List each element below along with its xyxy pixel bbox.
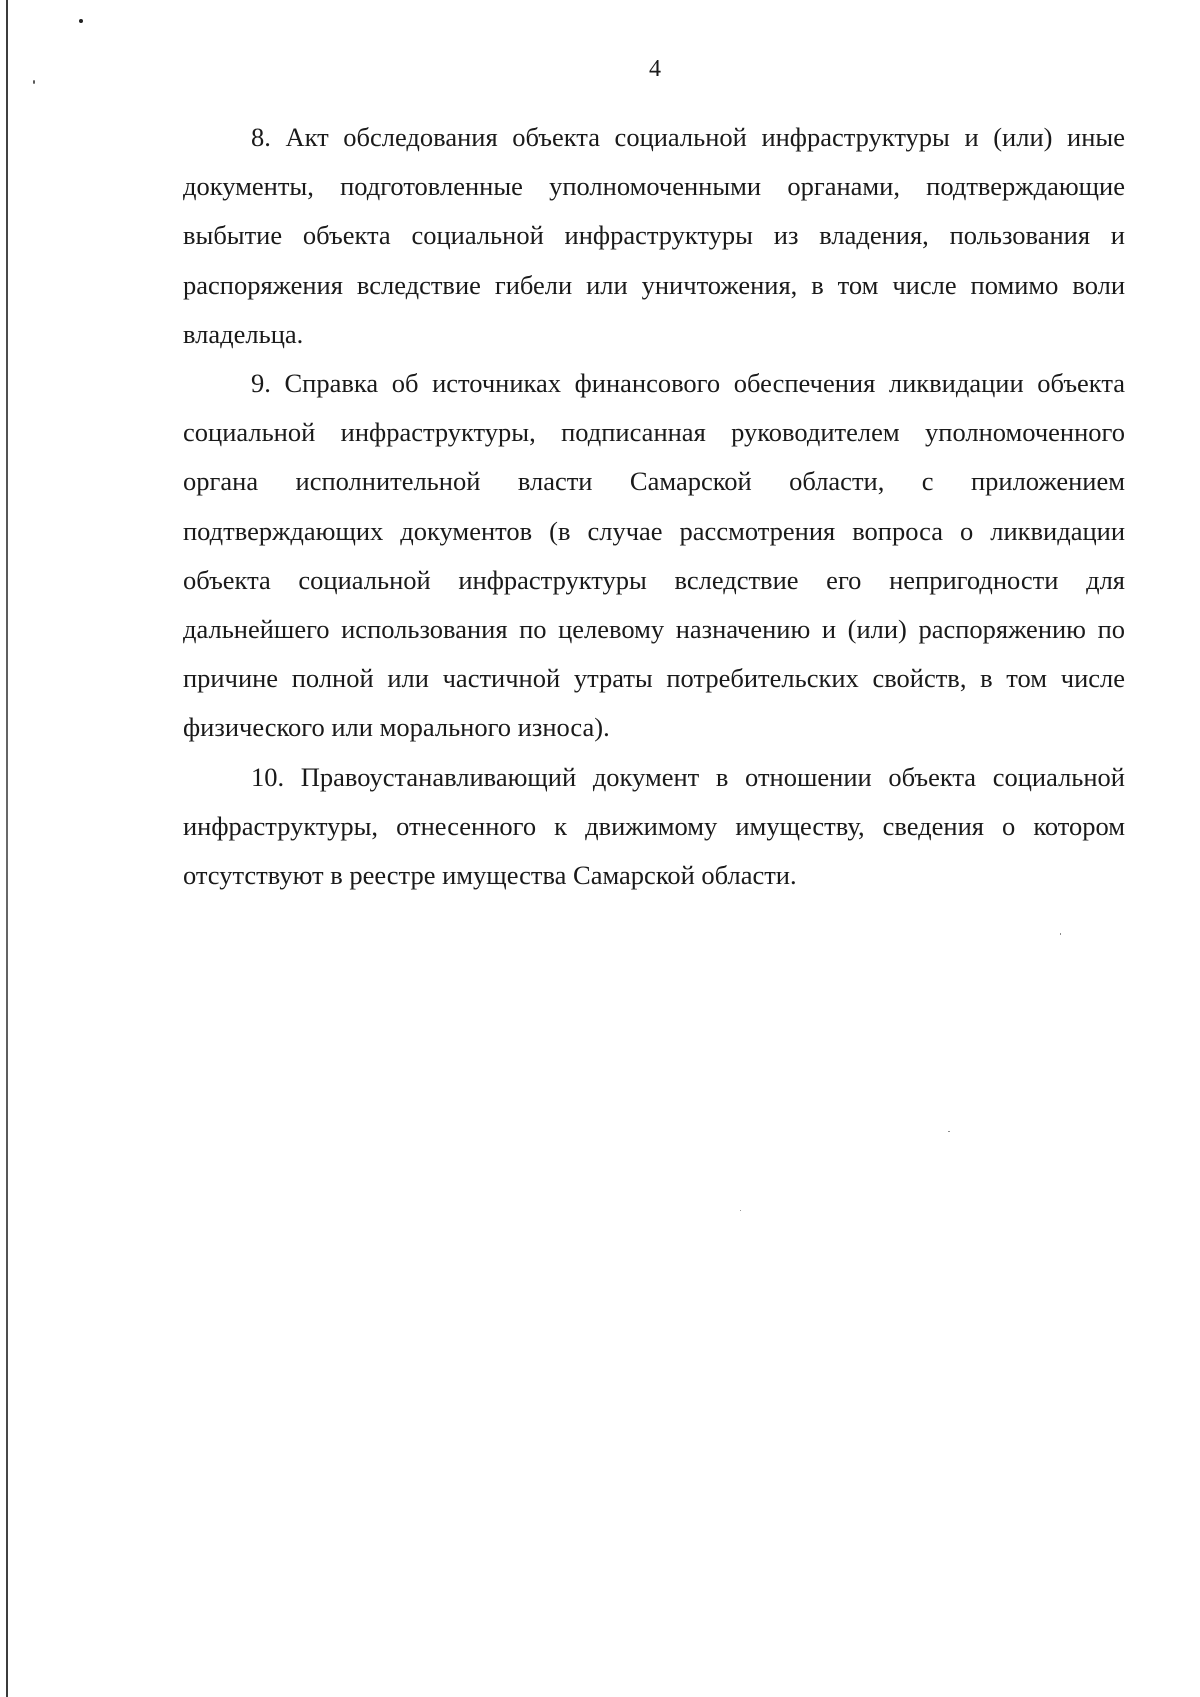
paragraph-item-9: 9. Справка об источниках финансового обеспечения ликвидации объекта социальной инфраструктуры, подписанная руководителем уполномоченного органа исполнительной власти Самарской области, с приложением подтверждающих документов (в случае рассмотрения вопроса о ликвидации объекта социальной инфраструктуры вследствие его непригодности для дальнейшего использования по целевому назначению и (или) распоряжению по причине полной или частичной утраты потребительских свойств, в том числе физического или морального износа). — [183, 368, 1125, 743]
paragraph-item-8: 8. Акт обследования объекта социальной инфраструктуры и (или) иные документы, подготовленные уполномоченными органами, подтверждающие выбытие объекта социальной инфраструктуры из владения, пользования и распоряжения вследствие гибели или уничтожения, в том числе помимо воли владельца. — [183, 122, 1125, 349]
paragraph-item-10: 10. Правоустанавливающий документ в отношении объекта социальной инфраструктуры, отнесенного к движимому имуществу, сведения о котором отсутствуют в реестре имущества Самарской области. — [183, 761, 1125, 891]
scan-speck — [948, 1131, 950, 1132]
document-body — [183, 113, 1125, 900]
scan-speck — [1060, 933, 1061, 935]
scan-speck — [740, 1210, 741, 1211]
scan-edge-line — [6, 0, 8, 1697]
scan-speck — [79, 19, 83, 23]
page-number: 4 — [649, 56, 661, 82]
